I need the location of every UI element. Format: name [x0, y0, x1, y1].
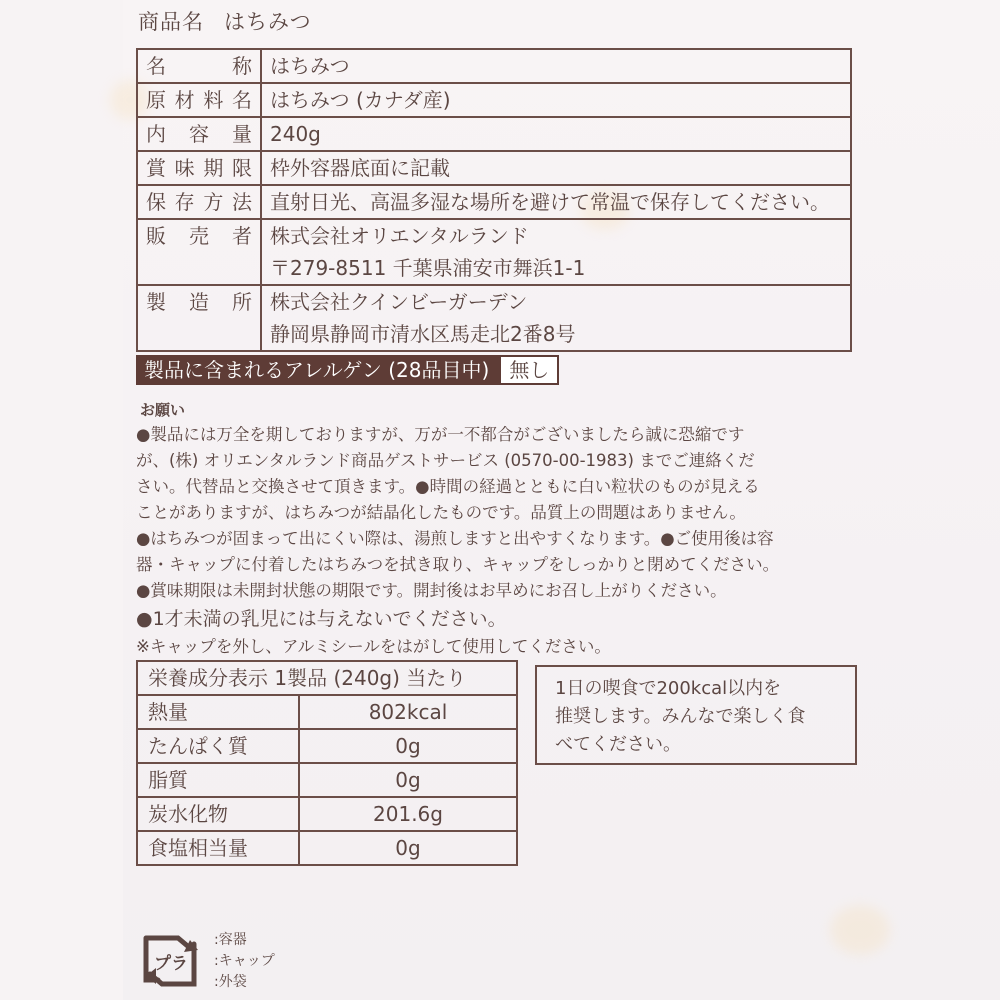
product-info-table [136, 48, 852, 352]
background-honey-decoration [830, 905, 890, 955]
nutrient-value: 0g [299, 831, 517, 865]
info-value: はちみつ [261, 49, 851, 83]
allergen-label: 製品に含まれるアレルゲン (28品目中) [136, 355, 499, 385]
product-title-prefix: 商品名 [138, 10, 204, 34]
nutrition-header-row [137, 661, 517, 695]
nutrient-name: 脂質 [137, 763, 299, 797]
seller-name: 株式会社オリエンタルランド [270, 224, 529, 248]
nutrition-table [136, 660, 518, 866]
nutrient-name: 炭水化物 [137, 797, 299, 831]
request-heading: お願い [140, 401, 186, 419]
info-row [137, 185, 851, 219]
recycle-mark-text: プラ [154, 954, 188, 974]
note-line: が、(株) オリエンタルランド商品ゲストサービス (0570-00-1983) までご連絡くだ [136, 451, 755, 470]
advice-line: べてください。 [555, 734, 681, 755]
note-line: ※キャップを外し、アルミシールをはがして使用してください。 [136, 637, 611, 656]
note-line: ●賞味期限は未開封状態の期限です。開封後はお早めにお召し上がりください。 [136, 581, 727, 600]
info-key: 販売者 [137, 219, 261, 285]
info-key: 賞味期限 [137, 151, 261, 185]
seller-address: 〒279-8511 千葉県浦安市舞浜1-1 [270, 256, 586, 280]
info-key: 原材料名 [137, 83, 261, 117]
info-key: 保存方法 [137, 185, 261, 219]
nutrition-row [137, 831, 517, 865]
info-row [137, 285, 851, 351]
info-value [261, 285, 851, 351]
nutrient-value: 0g [299, 729, 517, 763]
note-line: ●はちみつが固まって出にくい際は、湯煎しますと出やすくなります。●ご使用後は容 [136, 529, 774, 548]
nutrient-value: 802kcal [299, 695, 517, 729]
info-row [137, 151, 851, 185]
info-value: 直射日光、高温多湿な場所を避けて常温で保存してください。 [261, 185, 851, 219]
info-row [137, 117, 851, 151]
note-line: ことがありますが、はちみつが結晶化したものです。品質上の問題はありません。 [136, 503, 746, 522]
info-row [137, 83, 851, 117]
recycle-item: :容器 [214, 932, 247, 948]
info-key: 名 称 [137, 49, 261, 83]
info-row [137, 219, 851, 285]
recycle-item: :外袋 [214, 974, 247, 990]
recycle-target-list [214, 930, 275, 993]
allergen-box [136, 355, 559, 385]
info-key: 内容量 [137, 117, 261, 151]
info-row [137, 49, 851, 83]
product-name: はちみつ [224, 10, 312, 34]
intake-advice-box [535, 665, 857, 765]
nutrient-name: たんぱく質 [137, 729, 299, 763]
info-value: はちみつ (カナダ産) [261, 83, 851, 117]
info-value [261, 219, 851, 285]
allergen-value: 無し [499, 355, 559, 385]
product-title [138, 6, 312, 36]
note-line: ●製品には万全を期しておりますが、万が一不都合がございましたら誠に恐縮です [136, 425, 745, 444]
info-value: 240g [261, 117, 851, 151]
nutrition-row [137, 729, 517, 763]
nutrient-value: 0g [299, 763, 517, 797]
advice-line: 推奨します。みんなで楽しく食 [555, 706, 806, 727]
note-line: 器・キャップに付着したはちみつを拭き取り、キャップをしっかりと閉めてください。 [136, 555, 780, 574]
info-value: 枠外容器底面に記載 [261, 151, 851, 185]
recycle-item: :キャップ [214, 953, 275, 969]
manufacturer-name: 株式会社クインビーガーデン [270, 290, 528, 314]
nutrient-name: 食塩相当量 [137, 831, 299, 865]
nutrition-row [137, 695, 517, 729]
advice-line: 1日の喫食で200kcal以内を [555, 678, 782, 699]
nutrition-header: 栄養成分表示 1製品 (240g) 当たり [137, 661, 517, 695]
nutrition-row [137, 763, 517, 797]
nutrient-name: 熱量 [137, 695, 299, 729]
manufacturer-address: 静岡県静岡市清水区馬走北2番8号 [270, 322, 576, 346]
info-key: 製造所 [137, 285, 261, 351]
nutrient-value: 201.6g [299, 797, 517, 831]
infant-warning: ●1才未満の乳児には与えないでください。 [136, 608, 507, 630]
request-notes [136, 422, 856, 660]
plastic-recycle-icon [138, 932, 202, 990]
note-line: さい。代替品と交換させて頂きます。●時間の経過とともに白い粒状のものが見える [136, 477, 760, 496]
nutrition-row [137, 797, 517, 831]
